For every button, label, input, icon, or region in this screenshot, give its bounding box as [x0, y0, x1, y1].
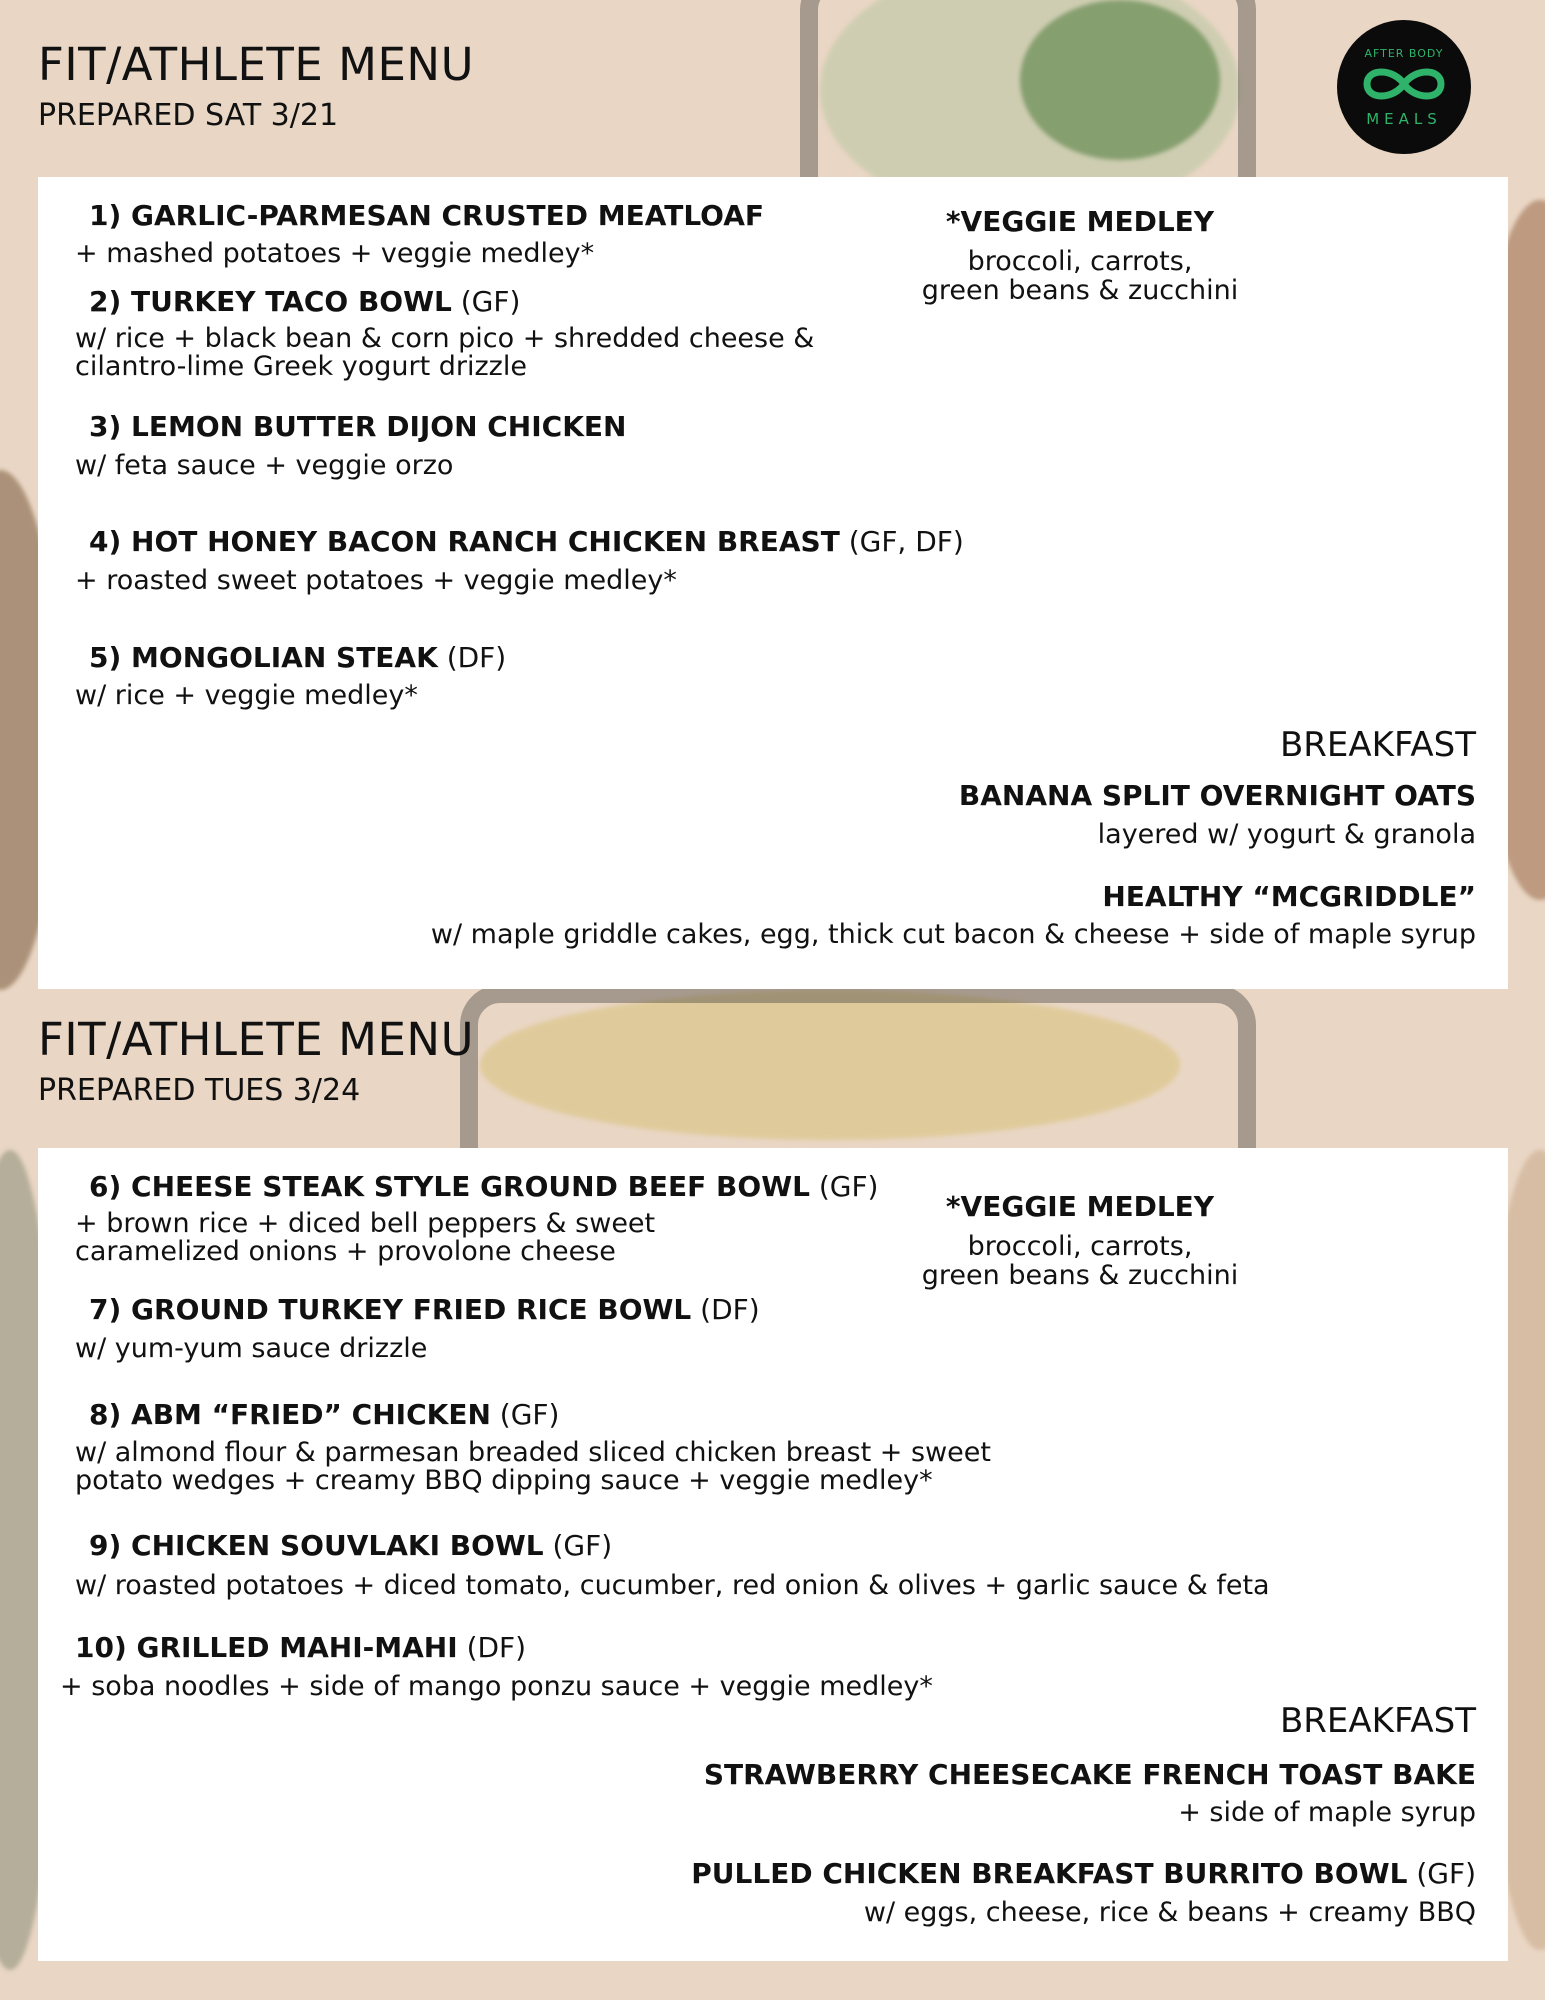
veggie-medley-title: *VEGGIE MEDLEY: [945, 1190, 1215, 1223]
menu-item-description: w/ roasted potatoes + diced tomato, cucumber, red onion & olives + garlic sauce & feta: [75, 1570, 1270, 1601]
menu-item-description: w/ rice + veggie medley*: [75, 680, 418, 711]
menu-item-title: 10) GRILLED MAHI-MAHI (DF): [75, 1631, 527, 1664]
menu-item-title: 9) CHICKEN SOUVLAKI BOWL (GF): [89, 1529, 613, 1562]
menu-item-title: 4) HOT HONEY BACON RANCH CHICKEN BREAST (GF, DF): [89, 525, 964, 558]
menu-item-title: 7) GROUND TURKEY FRIED RICE BOWL (DF): [89, 1293, 760, 1326]
breakfast-item-description: layered w/ yogurt & granola: [1097, 819, 1476, 850]
logo-top-text: AFTER BODY: [1364, 47, 1444, 60]
menu2-header: [38, 1013, 475, 1108]
veggie-medley-title: *VEGGIE MEDLEY: [945, 205, 1215, 238]
menu1-panel: [38, 177, 1508, 989]
menu2-subtitle: PREPARED TUES 3/24: [38, 1073, 361, 1108]
menu-item-title: 6) CHEESE STEAK STYLE GROUND BEEF BOWL (GF): [89, 1170, 879, 1203]
breakfast-item-title: BANANA SPLIT OVERNIGHT OATS: [958, 779, 1476, 812]
menu2-panel: [38, 1148, 1508, 1961]
breakfast-item-title: STRAWBERRY CHEESECAKE FRENCH TOAST BAKE: [703, 1758, 1476, 1791]
breakfast-item-description: + side of maple syrup: [1178, 1797, 1476, 1828]
logo-bottom-text: MEALS: [1366, 110, 1442, 128]
breakfast-heading: BREAKFAST: [1279, 725, 1476, 765]
menu-item-description: + soba noodles + side of mango ponzu sauce + veggie medley*: [60, 1671, 933, 1702]
menu-item-title: 5) MONGOLIAN STEAK (DF): [89, 641, 507, 674]
menu1-subtitle: PREPARED SAT 3/21: [38, 98, 339, 133]
breakfast-item-description: w/ maple griddle cakes, egg, thick cut bacon & cheese + side of maple syrup: [430, 919, 1476, 950]
menu1-header: [38, 38, 475, 133]
breakfast-item-title: PULLED CHICKEN BREAKFAST BURRITO BOWL (GF): [691, 1857, 1476, 1890]
menu-item-title: 3) LEMON BUTTER DIJON CHICKEN: [89, 410, 627, 443]
menu-item-description: + mashed potatoes + veggie medley*: [75, 238, 595, 269]
menu1-title: FIT/ATHLETE MENU: [38, 38, 475, 91]
menu-item-description: + roasted sweet potatoes + veggie medley*: [75, 565, 677, 596]
breakfast-item-description: w/ eggs, cheese, rice & beans + creamy BBQ: [863, 1897, 1476, 1928]
after-body-meals-logo: [1337, 20, 1471, 154]
infinity-logo-icon: [1357, 64, 1451, 104]
breakfast-heading: BREAKFAST: [1279, 1701, 1476, 1741]
veggie-medley-description: broccoli, carrots, green beans & zucchini: [921, 246, 1239, 306]
veggie-medley-description: broccoli, carrots, green beans & zucchini: [921, 1231, 1239, 1291]
menu-item-description: w/ almond flour & parmesan breaded sliced chicken breast + sweet potato wedges + creamy BBQ dipping sauce + veggie medley*: [75, 1437, 991, 1496]
menu-item-description: w/ yum-yum sauce drizzle: [75, 1333, 428, 1364]
breakfast-item-title: HEALTHY “MCGRIDDLE”: [1102, 880, 1476, 913]
menu-item-title: 1) GARLIC-PARMESAN CRUSTED MEATLOAF: [89, 199, 765, 232]
menu-item-title: 2) TURKEY TACO BOWL (GF): [89, 285, 521, 318]
menu-item-description: w/ rice + black bean & corn pico + shredded cheese & cilantro-lime Greek yogurt drizzle: [75, 323, 815, 382]
menu-item-description: w/ feta sauce + veggie orzo: [75, 450, 454, 481]
menu2-title: FIT/ATHLETE MENU: [38, 1013, 475, 1066]
menu-item-title: 8) ABM “FRIED” CHICKEN (GF): [89, 1398, 560, 1431]
menu-item-description: + brown rice + diced bell peppers & sweet caramelized onions + provolone cheese: [75, 1208, 656, 1267]
